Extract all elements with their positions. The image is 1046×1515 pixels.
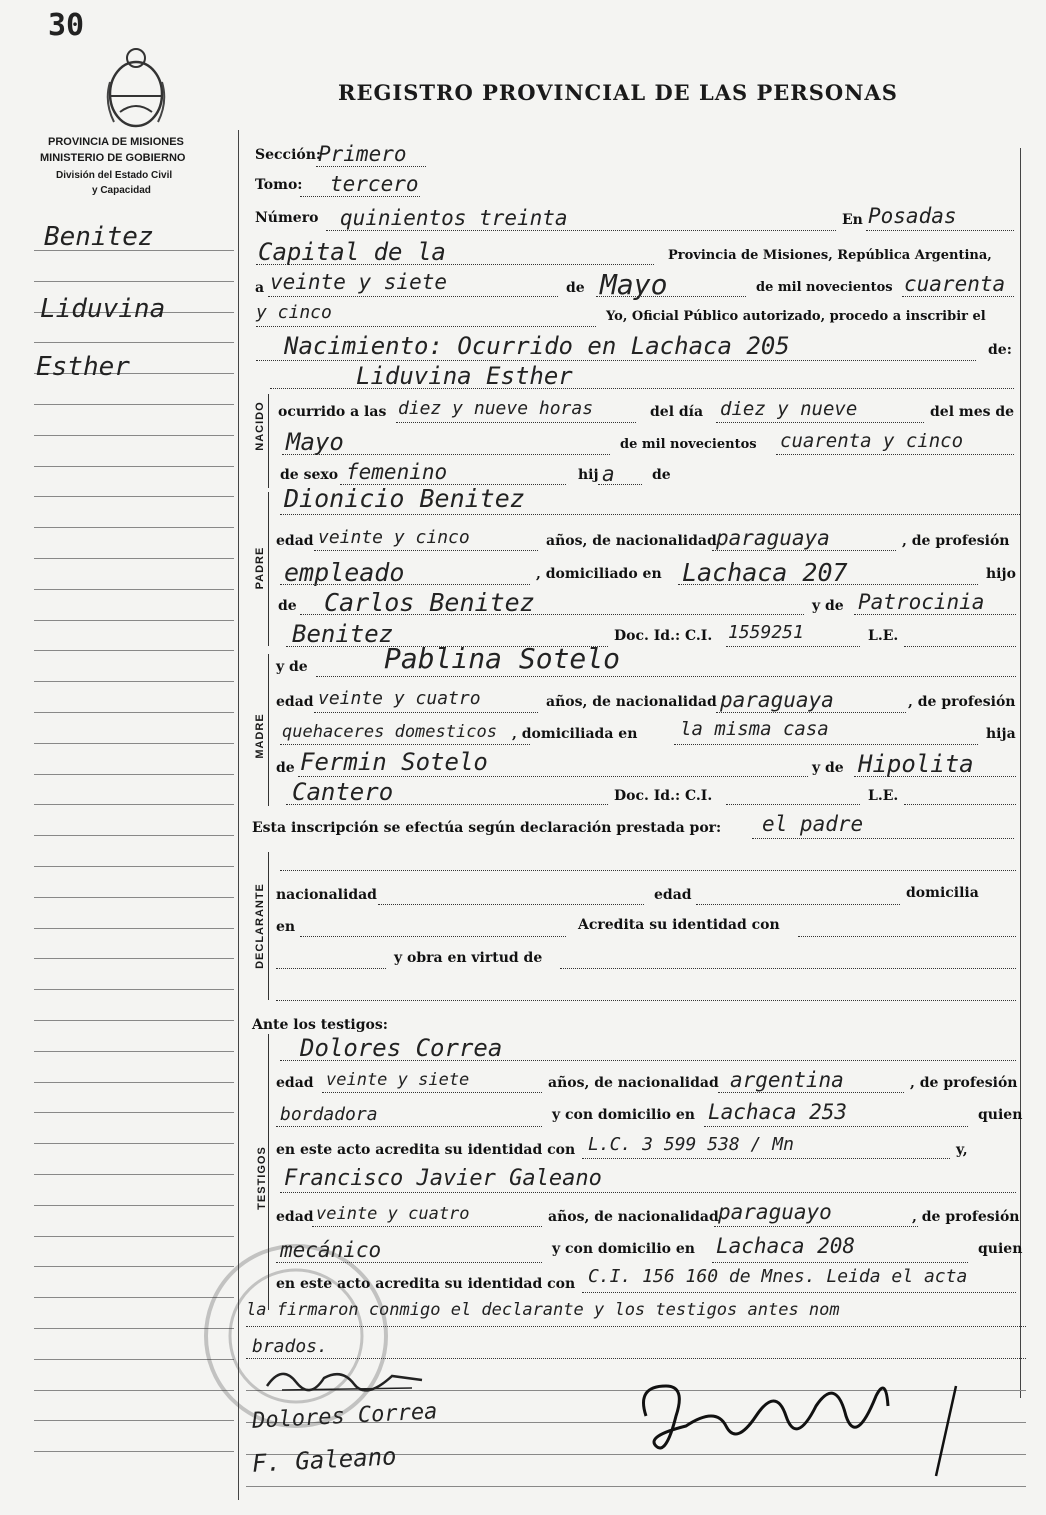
testigo1-y-label: y, <box>956 1142 968 1158</box>
margin-ruled-line <box>34 342 234 343</box>
padre-mother2-value: Benitez <box>292 620 394 648</box>
margin-ruled-line <box>34 743 234 744</box>
testigo2-nac-label: años, de nacionalidad <box>548 1209 719 1225</box>
padre-prof-value: empleado <box>284 558 405 587</box>
hij-value: a <box>602 462 615 486</box>
testigos-ante-label: Ante los testigos: <box>252 1017 388 1033</box>
signature-oficial <box>626 1346 986 1486</box>
coat-of-arms-seal <box>100 42 172 132</box>
en-value: Posadas <box>868 204 957 228</box>
official-stamp <box>196 1236 396 1436</box>
testigo1-dom-label: y con domicilio en <box>552 1107 695 1123</box>
testigo2-nac-value: paraguayo <box>718 1200 832 1224</box>
margin-ruled-line <box>34 1082 234 1083</box>
margin-ruled-line <box>34 558 234 559</box>
declarante-edad-label: edad <box>654 887 692 903</box>
madre-de-label: de <box>276 760 295 776</box>
testigo1-acredita-label: en este acto acredita su identidad con <box>276 1142 576 1158</box>
testigo2-dom-label: y con domicilio en <box>552 1241 695 1257</box>
padre-de-label: de <box>278 598 297 614</box>
declaracion-value: el padre <box>762 812 864 836</box>
testigo1-quien-label: quien <box>978 1107 1023 1123</box>
right-vertical-rule <box>1020 148 1021 1398</box>
padre-dom-label: , domiciliado en <box>536 566 662 582</box>
nacido-mil-label: de mil novecientos <box>620 437 757 452</box>
mil-label: de mil novecientos <box>756 280 893 295</box>
padre-father-value: Carlos Benitez <box>324 588 535 617</box>
closing-line-1: la firmaron conmigo el declarante y los testigos antes nom <box>246 1300 840 1320</box>
declarante-section-label: DECLARANTE <box>254 883 266 969</box>
margin-ruled-line <box>34 712 234 713</box>
madre-father-value: Fermin Sotelo <box>300 748 488 776</box>
testigo1-edad-value: veinte y siete <box>326 1070 470 1090</box>
margin-ruled-line <box>34 435 234 436</box>
de2-label: de: <box>988 342 1012 358</box>
a-label: a <box>255 280 265 296</box>
padre-nac-label: años, de nacionalidad <box>546 533 717 549</box>
madre-edad-value: veinte y cuatro <box>318 688 481 709</box>
sexo-label: de sexo <box>280 467 339 483</box>
margin-ruled-line <box>34 1143 234 1144</box>
padre-nac-value: paraguaya <box>716 526 830 550</box>
margin-name-surname: Benitez <box>44 222 154 252</box>
madre-le-label: L.E. <box>868 788 899 804</box>
del-dia-label: del día <box>650 404 704 420</box>
signature-testigo-1: Dolores Correa <box>251 1399 438 1434</box>
page-number: 30 <box>48 8 85 43</box>
testigo1-id-value: L.C. 3 599 538 / Mn <box>588 1134 794 1155</box>
margin-ruled-line <box>34 1205 234 1206</box>
margin-ruled-line <box>34 620 234 621</box>
declarante-domicilia-label: domicilia <box>906 885 979 901</box>
padre-yde-label: y de <box>812 598 844 614</box>
testigo1-dom-value: Lachaca 253 <box>708 1100 848 1124</box>
testigo2-dom-value: Lachaca 208 <box>716 1234 856 1258</box>
margin-ruled-line <box>34 404 234 405</box>
hour-value: diez y nueve horas <box>398 398 594 419</box>
testigo1-prof-label: , de profesión <box>910 1075 1018 1091</box>
margin-ruled-line <box>34 835 234 836</box>
header-province: PROVINCIA DE MISIONES <box>48 136 184 148</box>
margin-ruled-line <box>34 1051 234 1052</box>
margin-name-second: Esther <box>36 352 130 382</box>
declarante-nacionalidad-label: nacionalidad <box>276 887 377 903</box>
margin-ruled-line <box>34 527 234 528</box>
margin-ruled-line <box>34 866 234 867</box>
margin-ruled-line <box>34 1174 234 1175</box>
en-label: En <box>842 212 863 228</box>
nacido-de-label: de <box>652 467 671 483</box>
seccion-value: Primero <box>318 142 407 166</box>
margin-ruled-line <box>34 958 234 959</box>
child-name: Liduvina Esther <box>356 362 573 390</box>
madre-prof-value: quehaceres domesticos <box>282 722 497 742</box>
testigo2-quien-label: quien <box>978 1241 1023 1257</box>
header-division: División del Estado Civil <box>56 170 173 181</box>
madre-mother-value: Hipolita <box>858 750 974 778</box>
testigo1-edad-label: edad <box>276 1075 314 1091</box>
madre-mother2-value: Cantero <box>292 778 394 806</box>
oficial-text: Yo, Oficial Público autorizado, procedo a inscribir el <box>606 309 986 324</box>
year-value: cuarenta <box>904 272 1006 296</box>
margin-ruled-line <box>34 650 234 651</box>
testigo1-nac-label: años, de nacionalidad <box>548 1075 719 1091</box>
sexo-value: femenino <box>346 460 448 484</box>
padre-doc-label: Doc. Id.: C.I. <box>614 628 713 644</box>
month-value: Mayo <box>600 268 668 301</box>
year2-value: y cinco <box>256 302 332 323</box>
testigos-section-label: TESTIGOS <box>256 1146 268 1210</box>
a-value: veinte y siete <box>270 270 448 294</box>
a-de-label: de <box>566 280 585 296</box>
seccion-label: Sección: <box>255 147 322 163</box>
padre-dom-value: Lachaca 207 <box>682 558 848 587</box>
testigo2-prof-label: , de profesión <box>912 1209 1020 1225</box>
del-mes-label: del mes de <box>930 404 1015 420</box>
madre-name: Pablina Sotelo <box>384 642 621 675</box>
padre-prof-label: , de profesión <box>902 533 1010 549</box>
margin-ruled-line <box>34 804 234 805</box>
madre-dom-label: , domiciliada en <box>512 726 638 742</box>
margin-ruled-line <box>34 466 234 467</box>
testigo2-id-value: C.I. 156 160 de Mnes. Leida el acta <box>588 1266 968 1287</box>
margin-ruled-line <box>34 928 234 929</box>
testigo1-name: Dolores Correa <box>300 1034 503 1062</box>
nacimiento-value: Nacimiento: Ocurrido en Lachaca 205 <box>284 332 790 360</box>
margin-ruled-line <box>34 897 234 898</box>
madre-yde2-label: y de <box>812 760 844 776</box>
testigo1-nac-value: argentina <box>730 1068 844 1092</box>
padre-edad-label: edad <box>276 533 314 549</box>
header-ministry: MINISTERIO DE GOBIERNO <box>40 152 186 164</box>
nacido-year-value: cuarenta y cinco <box>780 430 964 452</box>
line2-value: Capital de la <box>258 238 446 266</box>
testigo2-acredita-label: en este acto acredita su identidad con <box>276 1276 576 1292</box>
margin-ruled-line <box>34 281 234 282</box>
margin-ruled-line <box>34 1112 234 1113</box>
header-title: REGISTRO PROVINCIAL DE LAS PERSONAS <box>338 80 898 105</box>
declarante-obra-label: y obra en virtud de <box>394 950 543 966</box>
padre-edad-value: veinte y cinco <box>318 527 470 548</box>
tomo-label: Tomo: <box>255 177 303 193</box>
margin-ruled-line <box>34 774 234 775</box>
hij-label: hij <box>578 467 599 483</box>
madre-prof-label: , de profesión <box>908 694 1016 710</box>
declaracion-text: Esta inscripción se efectúa según declaración prestada por: <box>252 820 722 836</box>
padre-hijo-label: hijo <box>986 566 1016 582</box>
margin-ruled-line <box>34 589 234 590</box>
padre-doc-value: 1559251 <box>728 622 804 643</box>
day-value: diez y nueve <box>720 398 858 420</box>
margin-ruled-line <box>34 989 234 990</box>
numero-label: Número <box>255 210 319 226</box>
signature-testigo-2: F. Galeano <box>251 1442 398 1478</box>
line2-label: Provincia de Misiones, República Argentina, <box>668 248 992 263</box>
testigo2-prof-value: mecánico <box>280 1238 382 1262</box>
header-division-2: y Capacidad <box>92 185 151 196</box>
madre-hija-label: hija <box>986 726 1016 742</box>
tomo-value: tercero <box>330 172 419 196</box>
testigo2-name: Francisco Javier Galeano <box>284 1166 602 1191</box>
nacido-section-label: NACIDO <box>254 401 266 451</box>
madre-yde-label: y de <box>276 659 308 675</box>
numero-value: quinientos treinta <box>340 206 568 230</box>
padre-mother-value: Patrocinia <box>858 590 985 614</box>
margin-ruled-line <box>34 496 234 497</box>
declarante-en-label: en <box>276 919 296 935</box>
madre-dom-value: la misma casa <box>680 718 829 740</box>
madre-nac-value: paraguaya <box>720 688 834 712</box>
declarante-acredita-label: Acredita su identidad con <box>578 917 780 933</box>
closing-line-2: brados. <box>252 1336 328 1357</box>
ocurrido-label: ocurrido a las <box>278 404 387 420</box>
madre-edad-label: edad <box>276 694 314 710</box>
padre-name: Dionicio Benitez <box>284 484 525 513</box>
padre-le-label: L.E. <box>868 628 899 644</box>
testigo1-prof-value: bordadora <box>280 1104 378 1125</box>
nacido-month-value: Mayo <box>286 428 344 456</box>
margin-ruled-line <box>34 1020 234 1021</box>
madre-nac-label: años, de nacionalidad <box>546 694 717 710</box>
madre-doc-label: Doc. Id.: C.I. <box>614 788 713 804</box>
testigo2-edad-label: edad <box>276 1209 314 1225</box>
margin-ruled-line <box>34 1451 234 1452</box>
padre-section-label: PADRE <box>254 546 266 590</box>
testigo2-edad-value: veinte y cuatro <box>316 1204 470 1224</box>
margin-name-first: Liduvina <box>40 294 166 324</box>
margin-ruled-line <box>34 681 234 682</box>
madre-section-label: MADRE <box>254 713 266 759</box>
